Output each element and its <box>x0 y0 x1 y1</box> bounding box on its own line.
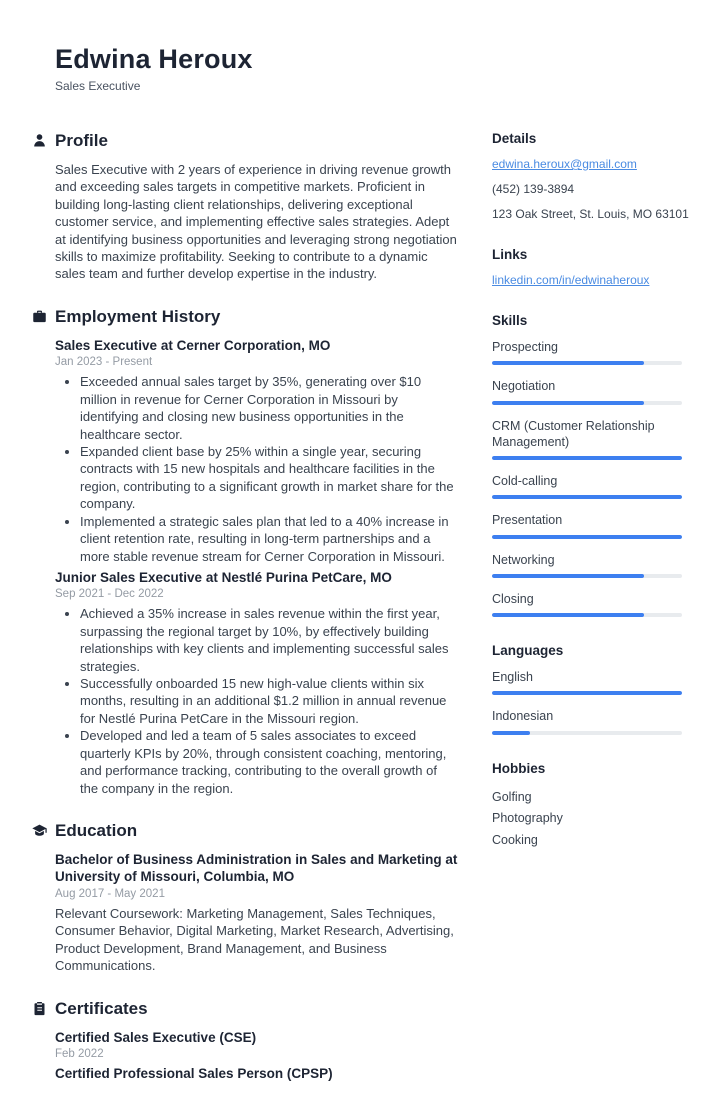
language-meter-fill <box>492 691 682 695</box>
job-title: Junior Sales Executive at Nestlé Purina PetCare, MO <box>55 569 392 585</box>
job-bullet: • Developed and led a team of 5 sales associates to exceed quarterly KPIs by 20%, through consistent coaching, mentoring, and performance tracking, contributing to the overall growth of the company in the region. <box>80 727 458 797</box>
skill-label: Networking <box>492 552 555 567</box>
language-item <box>492 669 682 695</box>
language-meter-track <box>492 691 682 695</box>
skill-meter-fill <box>492 401 644 405</box>
certificate-title: Certified Professional Sales Person (CPSP) <box>55 1066 333 1082</box>
links-heading: Links <box>492 247 528 263</box>
links-list <box>492 273 682 287</box>
hobby-item: Golfing <box>492 789 532 804</box>
job-bullet: • Expanded client base by 25% within a single year, securing contracts with 15 new hospitals and healthcare facilities in the region, contributing to a significant growth in market share for the company. <box>80 443 458 513</box>
job-title: Sales Executive at Cerner Corporation, MO <box>55 337 331 353</box>
address: 123 Oak Street, St. Louis, MO 63101 <box>492 207 689 222</box>
job-bullet: • Successfully onboarded 15 new high-value clients within six months, resulting in an additional $1.2 million in annual revenue for Nestlé Purina PetCare in the Missouri region. <box>80 675 458 727</box>
skill-meter-fill <box>492 535 682 539</box>
main-column <box>55 131 458 1107</box>
skill-meter-fill <box>492 456 682 460</box>
job-entry <box>55 337 458 565</box>
language-item <box>492 708 682 734</box>
sidebar-section-hobbies <box>492 761 682 852</box>
skill-meter-track <box>492 535 682 539</box>
email-link[interactable]: edwina.heroux@gmail.com <box>492 157 637 172</box>
sidebar-section-details <box>492 131 689 222</box>
section-education <box>55 821 458 975</box>
section-profile <box>55 131 458 283</box>
skill-meter-fill <box>492 495 682 499</box>
education-heading <box>55 821 458 841</box>
hobbies-list <box>492 787 682 852</box>
skill-meter-track <box>492 361 682 365</box>
language-meter-track <box>492 731 682 735</box>
skill-item <box>492 378 682 404</box>
job-date: Sep 2021 - Dec 2022 <box>55 588 164 601</box>
skill-meter-track <box>492 574 682 578</box>
resume-header <box>55 44 682 93</box>
skill-item <box>492 473 682 499</box>
skills-list <box>492 339 682 617</box>
education-description: Relevant Coursework: Marketing Management, Sales Techniques, Consumer Behavior, Digital Marketing, Market Research, Advertising, Product Development, Brand Management, and Business Communications. <box>55 906 454 974</box>
sidebar <box>492 131 689 1107</box>
job-entry <box>55 569 458 797</box>
hobbies-heading: Hobbies <box>492 760 546 776</box>
skill-meter-fill <box>492 361 644 365</box>
skill-label: CRM (Customer Relationship Management) <box>492 418 655 449</box>
skill-item <box>492 552 682 578</box>
skill-label: Cold-calling <box>492 474 558 489</box>
skill-item <box>492 339 682 365</box>
graduation-cap-icon <box>32 823 47 838</box>
language-label: English <box>492 670 533 685</box>
person-name: Edwina Heroux <box>55 44 253 74</box>
profile-heading <box>55 131 458 151</box>
phone-number: (452) 139-3894 <box>492 182 575 197</box>
skill-label: Presentation <box>492 513 563 528</box>
certificates-heading-label: Certificates <box>55 998 148 1018</box>
skills-heading: Skills <box>492 313 528 329</box>
skill-label: Prospecting <box>492 340 559 355</box>
job-bullet: • Exceeded annual sales target by 35%, generating over $10 million in revenue for Cerner Corporation in Missouri by identifying and closing new business opportunities in the healthcare sector. <box>80 373 458 443</box>
skill-meter-track <box>492 456 682 460</box>
profile-text: Sales Executive with 2 years of experience in driving revenue growth and exceeding sales targets in competitive markets. Proficient in building long-lasting client relationships, delivering exceptional customer service, and implementing effective sales strategies. Adept at identifying business opportunities and leveraging strong negotiation skills to maximize profitability. Seeking to contribute to a dynamic sales team and further develop expertise in the industry. <box>55 162 457 282</box>
job-bullet: • Implemented a strategic sales plan that led to a 40% increase in client retention rate, resulting in long-term partnerships and a more stable revenue stream for Cerner Corporation in Missouri. <box>80 513 458 565</box>
skill-label: Closing <box>492 591 534 606</box>
job-bullets <box>55 605 458 796</box>
skill-meter-track <box>492 495 682 499</box>
certificate-date: Feb 2022 <box>55 1048 104 1061</box>
sidebar-section-skills <box>492 313 682 617</box>
section-employment <box>55 307 458 797</box>
job-bullet: • Achieved a 35% increase in sales revenue within the first year, surpassing the regional target by 10%, by effectively building relationships with key clients and implementing successful sales strategies. <box>80 605 458 675</box>
resume-columns <box>55 131 689 1107</box>
profile-heading-label: Profile <box>55 131 108 151</box>
employment-heading-label: Employment History <box>55 306 221 326</box>
hobby-item: Cooking <box>492 832 538 847</box>
certificate-entry <box>55 1065 458 1083</box>
skill-meter-track <box>492 401 682 405</box>
clipboard-icon <box>32 1001 47 1016</box>
person-job-title: Sales Executive <box>55 79 141 94</box>
skill-item <box>492 512 682 538</box>
sidebar-section-links <box>492 247 682 287</box>
skill-meter-track <box>492 613 682 617</box>
sidebar-section-languages <box>492 643 682 735</box>
skill-label: Negotiation <box>492 379 556 394</box>
hobby-item: Photography <box>492 811 563 826</box>
job-date: Jan 2023 - Present <box>55 356 153 369</box>
certificates-heading <box>55 999 458 1019</box>
language-meter-fill <box>492 731 530 735</box>
certificate-entry <box>55 1029 458 1061</box>
skill-item <box>492 591 682 617</box>
language-label: Indonesian <box>492 709 554 724</box>
education-heading-label: Education <box>55 820 138 840</box>
skill-meter-fill <box>492 574 644 578</box>
section-certificates <box>55 999 458 1083</box>
linkedin-link[interactable]: linkedin.com/in/edwinaheroux <box>492 273 650 288</box>
employment-heading <box>55 307 458 327</box>
skill-item <box>492 418 682 461</box>
degree-title: Bachelor of Business Administration in Sales and Marketing at University of Missouri, Columbia, MO <box>55 851 458 885</box>
job-bullets <box>55 373 458 564</box>
details-heading: Details <box>492 131 537 147</box>
education-date: Aug 2017 - May 2021 <box>55 888 165 901</box>
briefcase-icon <box>32 309 47 324</box>
certificate-title: Certified Sales Executive (CSE) <box>55 1029 257 1045</box>
languages-list <box>492 669 682 735</box>
languages-heading: Languages <box>492 643 564 659</box>
person-icon <box>32 133 47 148</box>
skill-meter-fill <box>492 613 644 617</box>
